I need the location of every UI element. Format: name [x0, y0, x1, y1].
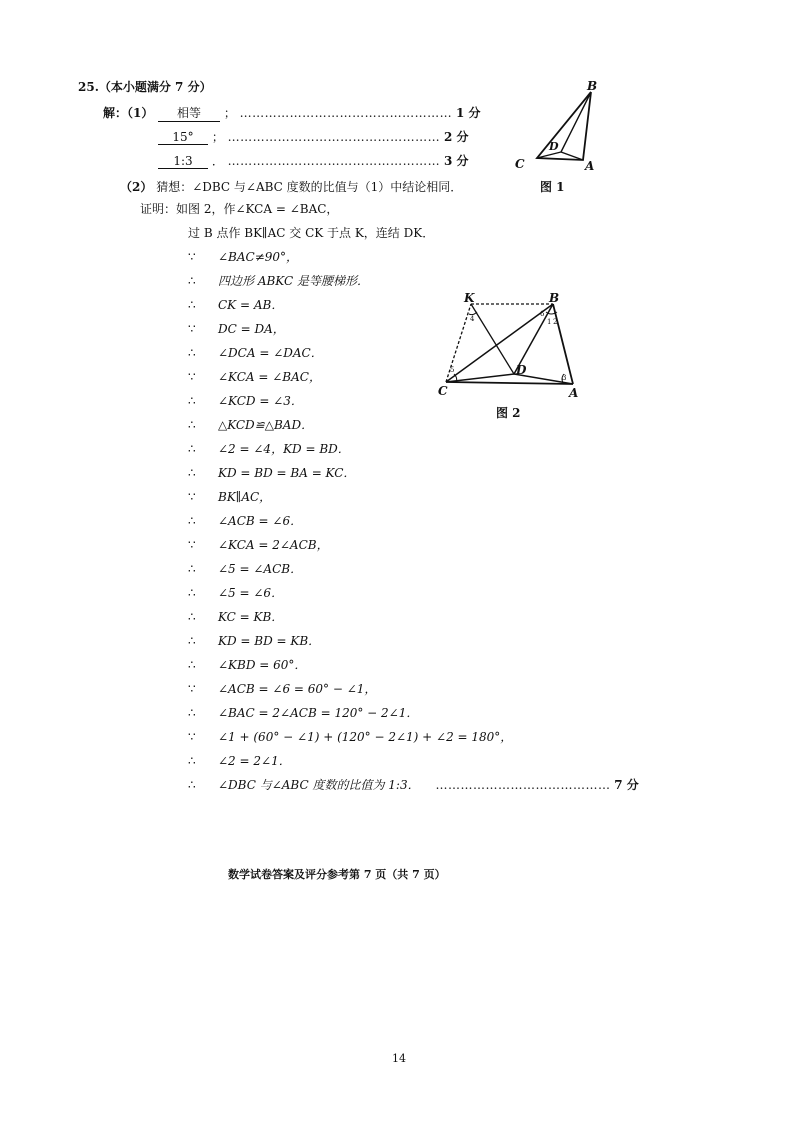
segment-ba: [553, 304, 573, 384]
proof-step-19: ∵ ∠ACB = ∠6 = 60° − ∠1，: [188, 682, 377, 696]
proof-step-20: ∴ ∠BAC = 2∠ACB = 120° − 2∠1．: [188, 706, 419, 720]
answer-score: 3 分: [444, 154, 469, 168]
answer-sep: ．: [211, 154, 224, 168]
proof-intro-text: 如图 2，作∠KCA = ∠BAC，: [176, 202, 339, 216]
answer-score: 1 分: [456, 106, 481, 120]
proof-step-17: ∴ KD = BD = KB．: [188, 634, 321, 648]
part2-conjecture: [120, 178, 462, 195]
angle-label-2: 2: [553, 318, 558, 326]
angle-label-6: 6: [540, 310, 545, 318]
figure-1-diagram: [515, 80, 605, 180]
proof-label: 证明：: [140, 202, 177, 216]
page-number: 14: [392, 1052, 406, 1065]
proof-step-14: ∴ ∠5 = ∠ACB．: [188, 562, 303, 576]
figure-2-diagram: [436, 291, 586, 400]
answer-sep: ；: [211, 130, 224, 144]
part1-answer-3: [158, 152, 469, 169]
segment-cb: [446, 304, 553, 382]
label-b: B: [587, 79, 598, 93]
proof-step-15: ∴ ∠5 = ∠6．: [188, 586, 284, 600]
proof-step-16: ∴ KC = KB．: [188, 610, 284, 624]
part1-answer-1: [158, 104, 481, 122]
figure-2-caption: 图 2: [496, 406, 521, 420]
angle-label-4: 4: [470, 315, 475, 323]
proof-intro: [140, 200, 338, 217]
proof-step-7: ∴ ∠KCD = ∠3．: [188, 394, 303, 408]
answer-score: 2 分: [444, 130, 469, 144]
proof-step-9: ∴ ∠2 = ∠4，KD = BD．: [188, 442, 350, 456]
answer-sep: ；: [223, 106, 236, 120]
label-k: K: [464, 291, 475, 305]
footer-note: 数学试卷答案及评分参考第 7 页（共 7 页）: [228, 868, 446, 881]
proof-step-2: ∴ 四边形 ABKC 是等腰梯形．: [188, 274, 369, 288]
segment-ca: [446, 382, 573, 384]
proof-step-5: ∴ ∠DCA = ∠DAC．: [188, 346, 323, 360]
answer-value: 1:3: [158, 154, 208, 169]
proof-step-12: ∴ ∠ACB = ∠6．: [188, 514, 303, 528]
proof-step-3: ∴ CK = AB．: [188, 298, 284, 312]
label-b: B: [549, 291, 560, 305]
proof-step-1: ∵ ∠BAC≠90°，: [188, 250, 299, 264]
answer-value: 相等: [158, 104, 220, 122]
proof-step-4: ∵ DC = DA，: [188, 322, 285, 336]
figure-1-caption: 图 1: [540, 180, 565, 194]
label-c: C: [438, 384, 448, 398]
angle-label-3: 3: [562, 374, 567, 382]
proof-step-13: ∵ ∠KCA = 2∠ACB，: [188, 538, 329, 552]
final-score: 7 分: [614, 778, 639, 792]
angle-label-5: 5: [450, 366, 455, 374]
segment-kd: [471, 304, 514, 374]
answer-value: 15°: [158, 130, 208, 145]
construction-line: 过 B 点作 BK∥AC 交 CK 于点 K，连结 DK．: [188, 226, 435, 240]
proof-step-10: ∴ KD = BD = BA = KC．: [188, 466, 356, 480]
proof-step-6: ∵ ∠KCA = ∠BAC，: [188, 370, 321, 384]
question-header: 25.（本小题满分 7 分）: [78, 80, 212, 94]
answer-dots: ……………………………………………: [227, 130, 441, 144]
proof-step-8: ∴ △KCD≌△BAD．: [188, 418, 314, 432]
proof-step-23: ∴ ∠DBC 与∠ABC 度数的比值为 1:3． …………………………………… 7 分: [188, 778, 639, 792]
final-dots: ……………………………………: [435, 778, 611, 792]
label-d: D: [549, 140, 559, 153]
label-c: C: [515, 157, 525, 171]
part1-label: 解：（1）: [103, 106, 154, 120]
answer-dots: ……………………………………………: [227, 154, 441, 168]
label-d: D: [516, 363, 527, 377]
label-a: A: [569, 386, 579, 400]
part2-label: （2）: [120, 180, 153, 194]
label-a: A: [585, 159, 595, 173]
answer-dots: ……………………………………………: [239, 106, 453, 120]
proof-step-11: ∵ BK∥AC，: [188, 490, 272, 504]
proof-step-18: ∴ ∠KBD = 60°．: [188, 658, 307, 672]
conjecture-text: 猜想：∠DBC 与∠ABC 度数的比值与（1）中结论相同．: [156, 180, 463, 194]
proof-step-21: ∵ ∠1 + (60° − ∠1) + (120° − 2∠1) + ∠2 = 180°，: [188, 730, 513, 744]
triangle-abc: [537, 92, 591, 160]
angle-label-1: 1: [547, 318, 552, 326]
part1-answer-2: [158, 128, 469, 145]
proof-step-22: ∴ ∠2 = 2∠1．: [188, 754, 291, 768]
